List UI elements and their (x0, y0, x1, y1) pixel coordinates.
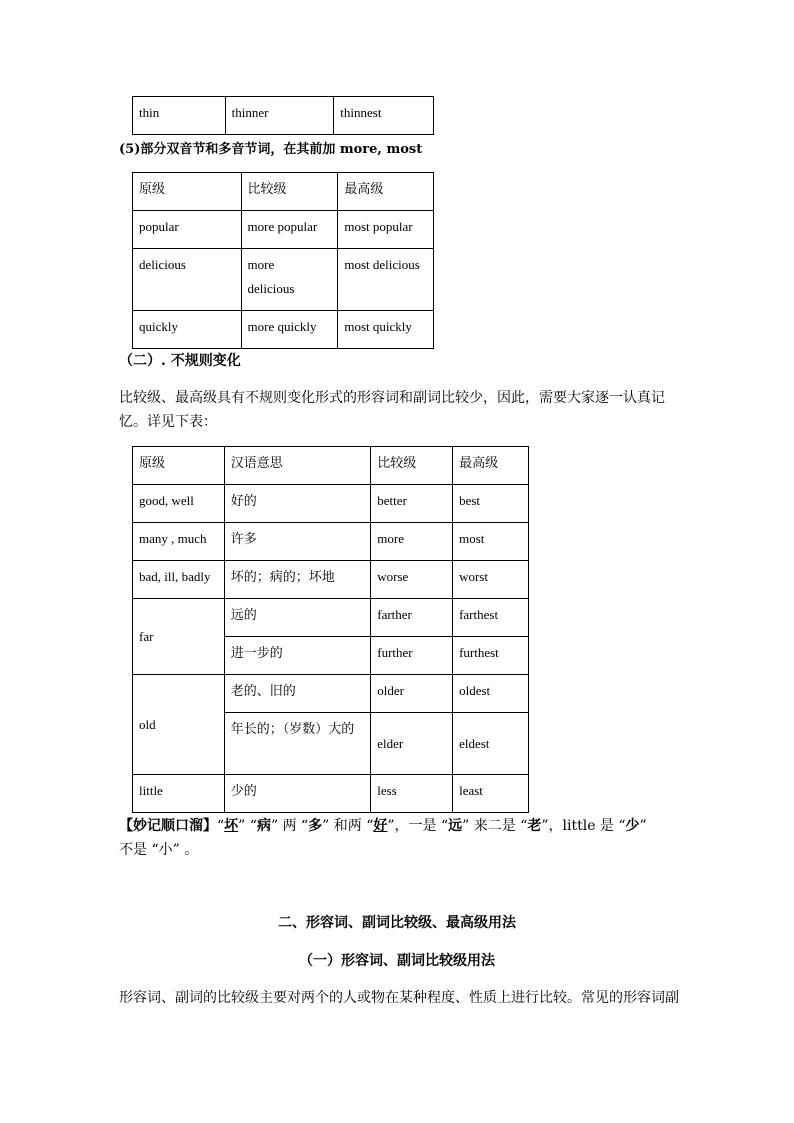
table-cell: most popular (338, 211, 434, 249)
mnemonic-keyword: 病 (256, 818, 271, 834)
table-cell: good, well (133, 485, 225, 523)
table-cell: best (453, 485, 529, 523)
table-cell: further (371, 637, 453, 675)
table-cell: 进一步的 (224, 637, 370, 675)
table-cell: 老的、旧的 (224, 675, 370, 713)
table-cell: most (453, 523, 529, 561)
table-cell: better (371, 485, 453, 523)
table-cell: 少的 (224, 775, 370, 813)
table-cell: eldest (453, 713, 529, 775)
table-cell: more quickly (241, 311, 338, 349)
mnemonic-keyword: 少 (625, 818, 640, 834)
table-cell: more popular (241, 211, 338, 249)
mnemonic-label: 【妙记顺口溜】 (119, 818, 217, 834)
table-row (133, 211, 434, 249)
mnemonic-paragraph (119, 814, 689, 862)
table-cell: worse (371, 561, 453, 599)
table-cell: elder (371, 713, 453, 775)
table-row (133, 675, 529, 713)
table-cell: more (371, 523, 453, 561)
table-cell: most quickly (338, 311, 434, 349)
table-header-cell: 最高级 (338, 173, 434, 211)
table-header-cell: 原级 (133, 173, 242, 211)
table-cell: less (371, 775, 453, 813)
mnemonic-text: ”，一是 “ (387, 818, 449, 834)
table-header-cell: 比较级 (371, 447, 453, 485)
table-cell: thinner (225, 97, 334, 135)
table-cell: far (133, 599, 225, 675)
mnemonic-text: ”，little 是 “ (541, 818, 626, 834)
table-row (133, 599, 529, 637)
table-row (133, 775, 529, 813)
table-cell: little (133, 775, 225, 813)
table-irregular (132, 446, 529, 813)
table-cell: more delicious (241, 249, 338, 311)
section2-subtitle: （一）形容词、副词比较级用法 (299, 953, 495, 969)
table-header-cell: 原级 (133, 447, 225, 485)
mnemonic-keyword: 多 (308, 818, 323, 834)
section2-paragraph: 形容词、副词的比较级主要对两个的人或物在某种程度、性质上进行比较。常见的形容词副 (119, 990, 679, 1006)
table-row (133, 97, 434, 135)
mnemonic-text: ” 和两 “ (322, 818, 374, 834)
table-row (133, 249, 434, 311)
table-cell: old (133, 675, 225, 775)
mnemonic-text: ” 来二是 “ (462, 818, 528, 834)
table-cell: worst (453, 561, 529, 599)
table-header-row (133, 447, 529, 485)
table-cell: furthest (453, 637, 529, 675)
table-cell: most delicious (338, 249, 434, 311)
table-header-cell: 比较级 (241, 173, 338, 211)
mnemonic-text: ” “ (238, 818, 257, 834)
mnemonic-line-2: 不是 “小” 。 (119, 842, 199, 858)
table-cell: many , much (133, 523, 225, 561)
table-header-row (133, 173, 434, 211)
table-cell: thin (133, 97, 226, 135)
mnemonic-line-1 (119, 814, 689, 838)
table-top (132, 96, 434, 135)
mnemonic-text: ” (639, 818, 647, 834)
table-cell: 坏的；病的；坏地 (224, 561, 370, 599)
mnemonic-text: “ (217, 818, 225, 834)
paragraph-irregular: 比较级、最高级具有不规则变化形式的形容词和副词比较少，因此，需要大家逐一认真记忆。详见下表： (119, 390, 665, 430)
table-cell: 远的 (224, 599, 370, 637)
mnemonic-keyword: 老 (527, 818, 542, 834)
mnemonic-keyword: 远 (448, 818, 463, 834)
table-cell: farther (371, 599, 453, 637)
mnemonic-text: ” 两 “ (270, 818, 309, 834)
table-cell: bad, ill, badly (133, 561, 225, 599)
table-cell: popular (133, 211, 242, 249)
table-multisyllable (132, 172, 434, 349)
table-cell: 好的 (224, 485, 370, 523)
table-cell: 许多 (224, 523, 370, 561)
table-header-cell: 汉语意思 (224, 447, 370, 485)
table-cell: delicious (133, 249, 242, 311)
mnemonic-keyword: 好 (373, 818, 388, 834)
table-row (133, 561, 529, 599)
heading-5: (5)部分双音节和多音节词，在其前加 more, most (119, 142, 423, 157)
table-cell: thinnest (334, 97, 434, 135)
table-cell: least (453, 775, 529, 813)
table-row (133, 523, 529, 561)
table-cell: quickly (133, 311, 242, 349)
table-cell: farthest (453, 599, 529, 637)
table-cell: older (371, 675, 453, 713)
table-cell: 年长的；（岁数）大的 (224, 713, 370, 775)
section-irregular-heading: （二）. 不规则变化 (119, 353, 241, 369)
mnemonic-keyword: 坏 (224, 818, 239, 834)
table-cell: oldest (453, 675, 529, 713)
section2-title: 二、形容词、副词比较级、最高级用法 (278, 915, 516, 931)
table-row (133, 485, 529, 523)
table-header-cell: 最高级 (453, 447, 529, 485)
table-row (133, 311, 434, 349)
